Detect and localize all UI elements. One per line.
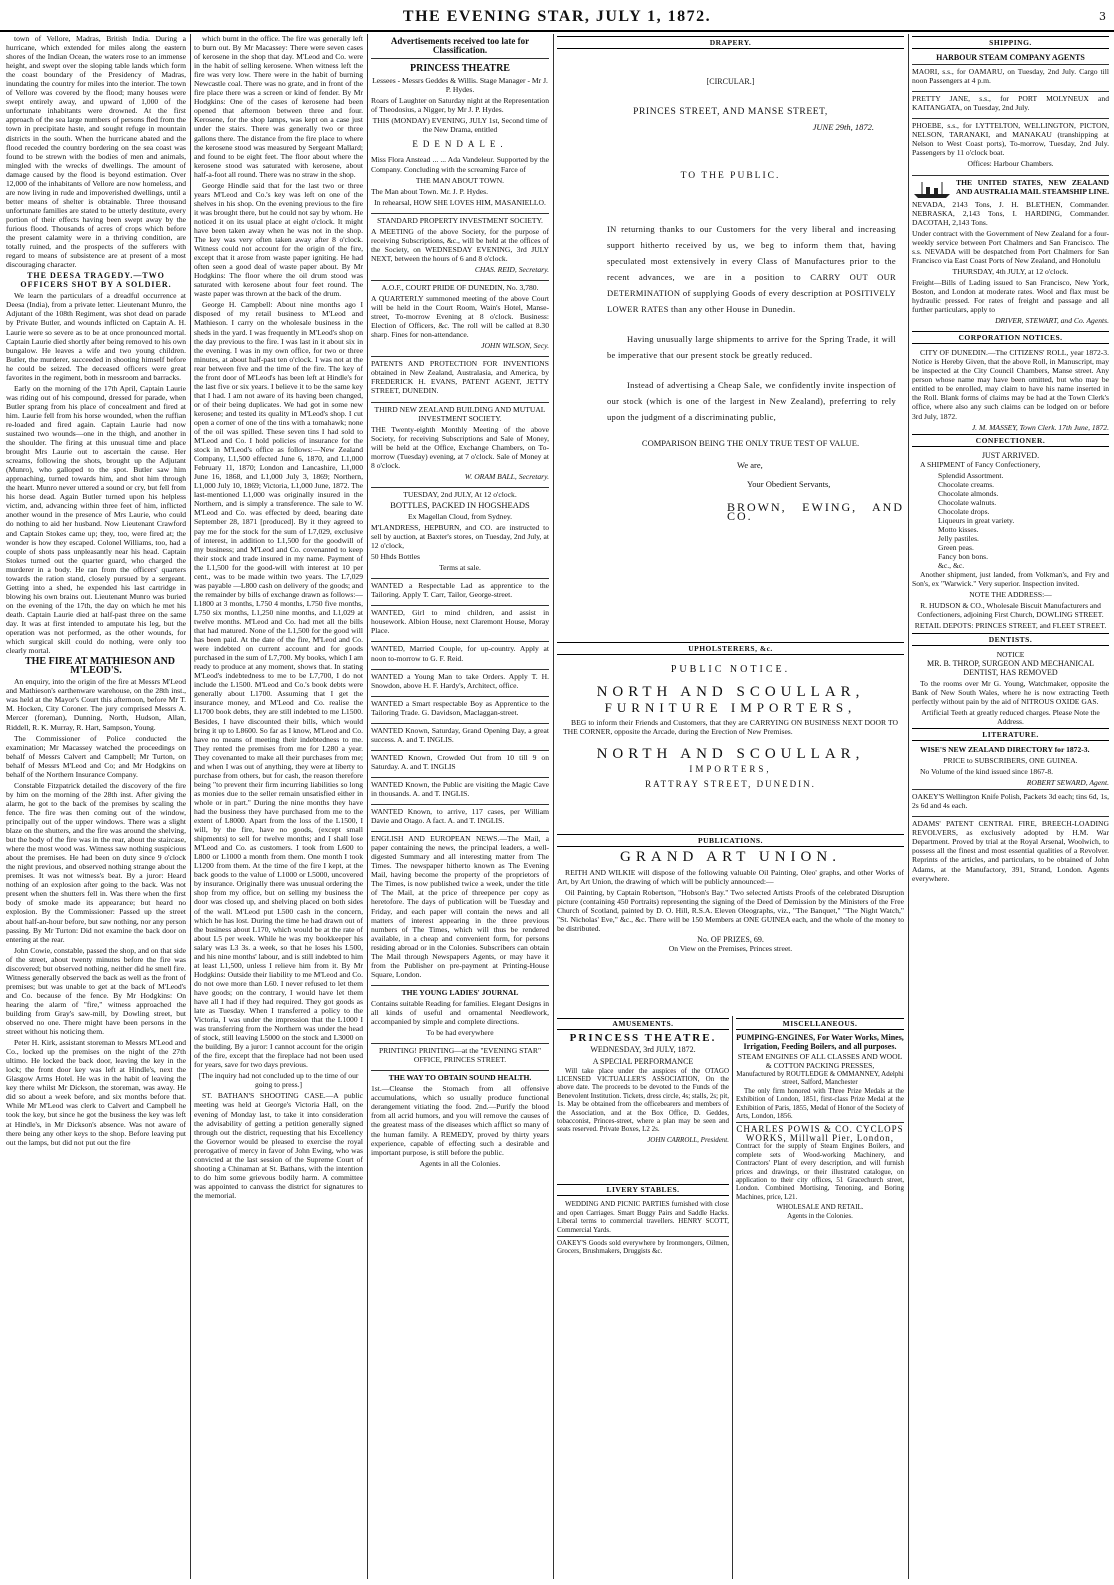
column-rule (367, 34, 368, 1579)
column-rule (908, 34, 909, 1579)
ad-wanted (371, 804, 549, 829)
article-paragraph: George H. Campbell: About nine months ago I disposed of my retail business to M'Leod and Mathieson. I carry on the wholesale business in the sheds in the yard. I was frequently in M'Leod's shop on the day previous to the fire. I was last in it about six in the evening. I was in my own office, for two or three minutes, at about half-past ten o'clock. I was not at the rear between five and the time of the fire. The key of the front door of M'Leod's has been left at Hindle's for the last five or six years. I believe it to be the same key that I had. I am not aware of its having been changed, or of their being duplicates. We had got in some new kerosene; and tested its quality in M'Leod's shop. I cut open a corner of one of the tins with a tomahawk; none of the oil was spilled. These seven tins I had sold to M'Leod and Co. I hold policies of insurance for the stock in M'Leod's office as follows:—New Zealand Company, L1,500 effected June 6, 1870, and L1,000 February 11, 1870; London and Lancashire, L1,000 June 16, 1868, and L1,000 July 3, 1869; Northern, L1,000 July 10, 1869; Victoria, L1,000 June, 1872. The last-mentioned L1,000 was originally insured in the Northern, and is simply a transference. The sale to W. M'Leod and Co. was effected by deed, bearing date September 28, 1871 [produced]. By it they agreed to pay me for the stock for the sum of L7,029, exclusive of interest, in addition to L1,500 for the goodwill of my business; and M'Leod and Co. covenanted to keep their stock and trade insured in my name. Payment of the L1,500 for the good-will with interest at 10 per cent., was to be made within two years. The L7,029 was payable —L800 cash on delivery of the goods; and the remainder by bills of exchange drawn as follows:—L1800 at 3 months, L750 4 months, L750 five months, L750 six months, L1,250 nine months, and L1,029 at twelve months. M'Leod and Co. had met all the bills that had matured. None of the L1,500 for the good will has been paid. At the date of the fire, M'Leod and Co. were indebted on current account and for goods purchased in the sum of L7,700. My books, which I am ready to produce at any moment, shows that. In stating M'Leod's indebtedness to me to be L7,700, I do not include the L1500. M'Leod and Co.'s book debts were generally about L1700. Assuming that I get the insurance money, and M'Leod and Co. realise the L1700 book debts, they are still indebted to me L1500. Besides, I have discounted their bills, which would bring it up to L8600. So far as I know, M'Leod and Co. have no means of meeting their indebtedness to me. They rented the premises from me for L280 a year. They covenanted to make all their purchases from me; and when I was out of anything, they were at liberty to purchase from others, but for cash, the reason therefore being "to prevent their firm incurring liabilities so long as monies due to the seller remain unsatisfied either in whole or in part." During the nine months they have had the business they have purchased from me to the extent of L8000. Apart from the loss of the L1500, I will, by the fire, have no goods, (except small shipments) to sell for twelve months; and I shall lose M'Leod and Co. as customers. I took from L600 to L800 or L1000 a month from them. One month I took L1200 from them. At the time of the fire I kept, at the back goods to the value of L1000 or L5000, uncovered by insurance. Originally there was unusual ordering the shop from my office, but on selling my business the door was closed up, and shelving placed on both sides of the wall. M'Leod put L500 cash in the concern, which he has lost. During the time he had drawn out of the business about L170, which would be at the rate of about L5 per week. While he was my bookkeeper his salary was L3 3s. a week, so that he loses his L500, and his nine months' labour, and is still indebted to him at least L1,500, unless I relieve him from it. By Mr Hodgkins: Outside their liability to me M'Leod and Co. do not owe more than L60. I never refused to let them have goods; on the contrary, I would have let them have all I had if they had required. They got goods as late as Tuesday. When I transferred a policy to the Victoria, I was under the impression that the L1000 I was transferring from the Northern was under the head of stock, still leaving L5000 on the stock and L3000 on the building. By a juror: I cannot account for the origin of the fire, except that the fireplace had not been used for years, save for two days previous. (194, 300, 363, 1070)
newspaper-title: THE EVENING STAR, JULY 1, 1872. (402, 8, 712, 25)
ad-health (371, 1070, 549, 1171)
upholsterers-section (557, 640, 904, 830)
drapery-salutation: TO THE PUBLIC. (680, 171, 781, 182)
section-header: CORPORATION NOTICES. (912, 331, 1109, 344)
ad-title: THIRD NEW ZEALAND BUILDING AND MUTUAL INVESTMENT SOCIETY. (374, 404, 546, 423)
ad-text: Roars of Laughter on Saturday night at the Representation of Theodosius, a Nigger, by Mr J. P. Hydes. (371, 96, 549, 115)
ad-text: WEDDING AND PICNIC PARTIES furnished with close and open Carriages. Smart Buggy Pairs and Saddle Hacks. Liberal terms to commercial travellers. HENRY SCOTT, Commercial Yards. (557, 1200, 729, 1234)
ad-signature: CHAS. REID, Secretary. (474, 264, 549, 274)
article-paragraph: Peter H. Kirk, assistant storeman to Messrs M'Leod and Co., locked up the premises on the night of the 27th ultimo. He locked the back door, leaving the key in the lock; the front door key was left at Hindle's, next the Glasgow Arms Hotel. He was in the habit of leaving the key there whilst Mr Dickson, the storeman, was away. He did so about a week before, and six months before that. While Mr M'Leod was clerk to Calvert and Campbell he took the key, but since he got the business the key was left at Hindle's, in Mr Dickson's absence. Was not aware of there being any other keys to the shop. Before leaving put out the lamps, but did not put out the fire (6, 1038, 186, 1147)
ad-text: Ex Magellan Cloud, from Sydney. (407, 511, 513, 521)
ad-title: WISE'S NEW ZEALAND DIRECTORY for 1872-3. (920, 745, 1090, 754)
ad-title: PRINCESS THEATRE. (569, 1032, 717, 1045)
drapery-close: We are, (737, 460, 763, 471)
list-item: Splendid Assortment. (938, 470, 1004, 480)
drapery-slogan: COMPARISON BEING THE ONLY TRUE TEST OF VALUE. (641, 438, 860, 449)
column-news-2 (194, 34, 363, 1579)
ad-wanted (371, 696, 549, 721)
section-header: LIVERY STABLES. (557, 1184, 729, 1196)
ad-text: Offices: Harbour Chambers. (967, 159, 1054, 169)
list-item: Chocolate drops. (938, 506, 990, 516)
list-item: Motto kisses. (938, 525, 979, 535)
ad-adams-revolvers (912, 816, 1109, 886)
ad-title: THE UNITED STATES, NEW ZEALAND AND AUSTRALIA MAIL STEAMSHIP LINE. (956, 177, 1109, 196)
ad-phoebe (912, 118, 1109, 172)
firm-address: RATTRAY STREET, DUNEDIN. (645, 779, 816, 790)
ad-text: Oil Painting, by Captain Robertson, "Hobson's Bay." Two selected Artists Proofs of the celebrated Disruption picture (containing 450 Portraits) representing the signing of the Deed of Demission by the Ministers of the Free Church of Scotland, painted by D. O. Hill, R.S.A. Eleven Oleographs, viz., "The Banquet," "The Night Watch," "St. Nicholas' Eve," &c., &c. There will be 150 Members at ONE GUINEA each, and the whole of the money to be distributed. (557, 888, 904, 934)
amusements-section (557, 1016, 729, 1180)
ad-title: EDENDALE. (412, 139, 508, 150)
ad-printing (371, 1043, 549, 1068)
ad-signature: DRIVER, STEWART, and Co. Agents. (995, 316, 1109, 326)
ad-text: PRETTY JANE, s.s., for PORT MOLYNEUX and KAITANGATA, on Tuesday, 2nd July. (912, 94, 1109, 113)
section-header: Advertisements received too late for Classification. (390, 36, 530, 56)
ad-text: PRICE to SUBSCRIBERS, ONE GUINEA. (943, 756, 1078, 766)
ad-title: STANDARD PROPERTY INVESTMENT SOCIETY. (377, 215, 543, 225)
ad-text: M'LANDRESS, HEPBURN, and CO. are instructed to sell by auction, at Baxter's stores, on Tuesday, 2nd July, at 12 o'clock, (371, 523, 549, 551)
ad-text: A QUARTERLY summoned meeting of the above Court will be held in the Court Room, Wain's Hotel, Manse-street, To-morrow Evening at 8 o'clock. Business: Election of Officers, &c. The roll will be called at 8.30 sharp. Fines for non-attendance. (371, 294, 549, 340)
drapery-address: PRINCES STREET, AND MANSE STREET, (633, 107, 828, 118)
ad-text: Another shipment, just landed, from Volkman's, and Fry and Son's, ex "Warwick." Very superior. Inspection invited. (912, 570, 1109, 589)
column-late-ads (371, 34, 549, 1579)
ad-text: PATENTS AND PROTECTION FOR INVENTIONS obtained in New Zealand, Australasia, and America, by FREDERICK H. EVANS, PATENT AGENT, JETTY STREET, DUNEDIN. (371, 359, 549, 396)
ad-title: CHARLES POWIS & CO. CYCLOPS WORKS, Millwall Pier, London, (736, 1124, 904, 1143)
article-paragraph: George Hindle said that for the last two or three years M'Leod and Co.'s key was left on one of the shelves in his shop. On the evening previous to the fire it was brought there, but he could not say by whom. He noticed it on its usual place at eight o'clock. It might have been taken away when he was not in the shop. The key was very often taken away after 8 o'clock. Witness could not account for the origin of the fire, except that it arose from waste paper igniting. He had often seen a good deal of waste paper about. By Mr Hodgkins: The floor where the oil drum stood was saturated with kerosene about four feet round. The waste paper was thrown at the back of the drum. (194, 180, 363, 299)
article-paragraph: Early on the morning of the 17th April, Captain Laurie was riding out of his compound, dressed for parade, when Butler sprang from his place of concealment and fired at him. Laurie fell from his horse wounded, when the ruffian re-loaded and fired again. Captain Laurie had now sustained two wounds—one in the thigh, and another in the shoulder. The firing at this unusual time and place brought Mrs Laurie out to ascertain the cause. Her screams, following the shots, brought up the Adjutant (Munro), who galloped to the spot. Butler saw him approaching, turned towards him, and shot him through the heart. Munro never uttered a sound or cry, but fell from his horse dead. Again Butler turned upon his helpless victim, and, advancing within three feet of him, inflicted another wound in the presence of Mrs Laurie, who could do nothing to aid her husband. Now Lieutenant Crawford and Captain Stokes came up; they, too, were fired at; the wonder is how they escaped. Colonel Williams, too, had a couple of shots pass unpleasantly near his head. Captain Stokes turned out the quarter guard, who charged the murderer in a body. He ran from the officers' quarters towards the ration stand, closely pursued by a sergeant. Getting into a shed, he expended his last cartridge in blowing his own brains out. Lieutenant Munro was buried on the evening of the 17th, the day on which he met his death. Captain Laurie died at half-past three on the same day. It was at first intended to amputate his leg, but the operation was not performed, as the other wounds, for which surgical skill could do nothing, were only too clearly mortal. (6, 383, 186, 656)
ad-text: RETAIL DEPOTS: PRINCES STREET, and FLEET STREET. (914, 621, 1107, 631)
ad-signature: J. M. MASSEY, Town Clerk. 17th June, 1872. (971, 422, 1109, 432)
list-item: Jelly pastiles. (938, 534, 979, 544)
ad-wanted (371, 605, 549, 639)
ad-young-ladies-journal (371, 985, 549, 1041)
ad-text: A SHIPMENT of Fancy Confectionery, (920, 459, 1041, 469)
section-header: CONFECTIONER. (912, 434, 1109, 447)
ad-text: WHOLESALE AND RETAIL. (776, 1203, 864, 1212)
ad-title: MR. B. THROP, SURGEON AND MECHANICAL DENTIST, HAS REMOVED (927, 658, 1094, 677)
section-header: DRAPERY. (557, 36, 904, 49)
publications-section (557, 832, 904, 1014)
ad-wanted (371, 641, 549, 666)
drapery-close: Your Obedient Servants, (747, 479, 831, 490)
ad-text: Miss Flora Anstead ... ... Ada Vandeleur. Supported by the Company. Concluding with the screaming Farce of (371, 155, 549, 174)
ad-text: Manufactured by ROUTLEDGE & OMMANNEY, Adelphi street, Salford, Manchester (736, 1070, 904, 1087)
list-item: Chocolate walnuts. (938, 497, 997, 507)
ad-text: No. OF PRIZES, 69. (697, 935, 764, 945)
ad-title: A.O.F., COURT PRIDE OF DUNEDIN, No. 3,780. (381, 282, 539, 292)
firm-name: NORTH AND SCOULLAR, (596, 684, 865, 701)
ad-text: CITY OF DUNEDIN.—The CITIZENS' ROLL, year 1872-3. Notice is Hereby Given, that the above Roll, in Manuscript, may be inspected at the City Council Chambers, Manse street. Any person whose name may have been omitted, but who may be entitled to be enrolled, may claim to have his name inserted in the Roll. Blank forms of claims may be had at the Town Clerk's office, where also any such claims can be lodged on or before 3rd July, 1872. (912, 348, 1109, 421)
ad-text: R. HUDSON & CO., Wholesale Biscuit Manufacturers and Confectioners, adjoining First Church, DOWLING STREET. (917, 601, 1104, 620)
ad-text: Lessees - Messrs Geddes & Willis. Stage Manager - Mr J. P. Hydes. (372, 76, 548, 95)
page-number: 3 (1099, 10, 1106, 23)
ad-text: Agents in all the Colonies. (419, 1158, 501, 1168)
ad-title: HARBOUR STEAM COMPANY AGENTS (936, 53, 1085, 63)
list-item: &c., &c. (938, 561, 965, 571)
ad-text: To be had everywhere (426, 1028, 494, 1038)
ad-bottles-sale (371, 487, 549, 576)
ad-standard-society (371, 213, 549, 278)
ad-text: WANTED, Girl to mind children, and assist in housework. Albion House, next Claremont House, Moray Place. (371, 608, 549, 636)
list-item: Fancy bon bons. (938, 552, 988, 562)
article-headline: THE FIRE AT MATHIESON AND M'LEOD'S. (24, 656, 176, 677)
ad-text: NEVADA, 2143 Tons, J. H. BLETHEN, Commander. NEBRASKA, 2,143 Tons, I. HARDING, Commander. DACOTAH, 2,143 Tons. (912, 199, 1109, 227)
section-header: DENTISTS. (912, 633, 1109, 646)
ad-mail-steamship (912, 175, 1109, 330)
ad-text: OAKEY'S Goods sold everywhere by Ironmongers, Oilmen, Grocers, Brushmakers, Druggists &c. (557, 1239, 729, 1256)
ad-wanted (371, 669, 549, 694)
article-paragraph: We learn the particulars of a dreadful occurrence at Deesa (India), from a private letter. Lieutenant Munro, the Adjutant of the 108th Regiment, was shot dead on parade by Private Butler, and wounds inflicted on Captain A. H. Laurie were so severe as to be at once pronounced mortal. Captain Laurie died shortly after being removed to his own bungalow. He leaves a wife and two young children. Butler, the murderer, succeeded in shooting himself before he could be seized. The deceased officers were great favorites in the regiment, both in messroom and barracks. (6, 291, 186, 382)
column-shipping (912, 34, 1109, 1579)
ad-text: A MEETING of the above Society, for the purpose of receiving Subscriptions, &c., will be held at the offices of the Society, on WEDNESDAY EVENING, 3rd JULY NEXT, between the hours of 6 and 8 o'clock. (371, 226, 549, 263)
ad-text: THURSDAY, 4th JULY, at 12 o'clock. (952, 266, 1069, 276)
article-paragraph: town of Vellore, Madras, British India. During a hurricane, which extended for miles along the eastern shores of the Indian Ocean, the waters rose to an immense height, and swept over the sloping table lands which form the coast boundary of the Presidency of Madras, inundating the country for miles into the interior. The town of Vellore was covered by the flood; many houses were swept entirely away, and upward of 1,000 of the unfortunate inhabitants were drowned. At the first approach of the sea large numbers of persons fled from the town in precipitate haste, and sought refuge in mountain districts in the south. When the hurricane abated and the flood receded the country bordering on the sea coast was found to be strewn with the bodies of men and animals, mingled with the wrecks of dwellings. The amount of damage caused by the flood is beyond estimation. Over 12,000 of the inhabitants of Vellore are now homeless, and are now living in rude and impoverished dwellings, until a better means of shelter is obtainable. Three thousand unfortunate families are stated to be utterly destitute, every portion of their effects having been swept away by the furious flood. Thousands of acres of crops which before the present calamity were in a thriving condition, are totally ruined, and the prospects of the sufferers with regard to means of subsistence are at present of a most discouraging character. (6, 34, 186, 270)
ad-text: TUESDAY, 2nd JULY, At 12 o'clock. (403, 489, 517, 499)
ad-wanted (371, 578, 549, 603)
ad-oakey-goods (557, 1236, 729, 1260)
ad-oakey-knife-polish (912, 789, 1109, 814)
ad-text: WANTED a Respectable Lad as apprentice to the Tailoring. Apply T. Carr, Tailor, George-street. (371, 581, 549, 600)
ad-signature: JOHN CARROLL, President. (647, 1135, 729, 1144)
column-rule (732, 1016, 733, 1579)
list-item: Green peas. (938, 543, 974, 553)
article-paragraph: John Cowie, constable, passed the shop, and on that side of the street, about twenty minutes before the fire was discovered; but observed nothing, neither did he smell fire. Witness generally observed the back as well as the front of premises; but was unable to get at the back of M'Leod's and Co. because of the fence. By Mr Hodgkins: On hearing the alarm of "fire," witness approached the building from Gray's saw-mill, by Dowling street, but observed no one. There might have been persons in the street without his noticing them. (6, 945, 186, 1037)
ad-wanted (371, 750, 549, 775)
miscellaneous-section (736, 1016, 904, 1576)
ad-title: BOTTLES, PACKED IN HOGSHEADS (390, 499, 530, 510)
list-item: Chocolate creams. (938, 479, 995, 489)
ad-text: BEG to inform their Friends and Customers, that they are CARRYING ON BUSINESS NEXT DOOR TO THE CORNER, opposite the Arcade, during the Erection of New Premises. (563, 718, 898, 737)
ad-text: ADAMS' PATENT CENTRAL FIRE, BREECH-LOADING REVOLVERS, as exclusively adopted by H.M. War Department. Proved by trial at the Royal Arsenal, Woolwich, to possess all the finest and most essential qualities of a Revolver. Reprints of the articles, and particulars, to be obtained of John Adams, at the Manufactory, 391, Strand, London. Agents everywhere. (912, 819, 1109, 883)
ad-pretty-jane (912, 91, 1109, 116)
column-news-1 (6, 34, 186, 1579)
section-header: LITERATURE. (912, 728, 1109, 741)
ad-title: PUMPING-ENGINES, For Water Works, Mines, Irrigation, Feeding Boilers, and all purposes. (736, 1033, 904, 1051)
article-paragraph: An enquiry, into the origin of the fire at Messrs M'Leod and Mathieson's earthenware warehouse, on the 28th inst., was held at the Mayor's Court this afternoon, before Mr T. M. Hocken, City Coroner. The jury comprised Messrs A. Mercer (foreman), Dunning, North, Hudson, Allan, Riddell, R. K. Murray, R. Hart, Sampson, Young. (6, 677, 186, 732)
ad-title: JUST ARRIVED. (981, 450, 1040, 460)
ad-signature: ROBERT SEWARD, Agent. (1026, 778, 1109, 788)
ad-aof-court (371, 280, 549, 354)
ad-text: WANTED a Smart respectable Boy as Apprentice to the Tailoring Trade. G. Davidson, Maclaggan-street. (371, 698, 549, 717)
livery-section (557, 1182, 729, 1576)
ad-english-news (371, 831, 549, 983)
list-item: Chocolate almonds. (938, 488, 999, 498)
ad-princess-theatre (371, 58, 549, 211)
ad-text: In rehearsal, HOW SHE LOVES HIM, MASANIELLO. (374, 197, 546, 207)
ad-text: PRINTING! PRINTING—at the "EVENING STAR" OFFICE, PRINCES STREET. (378, 1046, 542, 1065)
firm-trade: IMPORTERS, (689, 764, 772, 775)
ad-text: Artificial Teeth at greatly reduced charges. Please Note the Address. (921, 707, 1100, 726)
article-note: [The inquiry had not concluded up to the time of our going to press.] (198, 1071, 359, 1090)
column-rule (553, 34, 554, 1579)
drapery-section (557, 34, 904, 634)
ad-text: STEAM ENGINES OF ALL CLASSES AND WOOL & COTTON PACKING PRESSES, (737, 1052, 903, 1070)
ad-signature: JOHN WILSON, Secy. (481, 341, 549, 351)
ad-text: Contract for the supply of Steam Engines Boilers, and complete sets of Wood-working Machinery, and Contractors' Plant of every description, and will furnish prices and drawings, or their illustrated catalogue, on application to their city offices, 51 Gracechurch street, London. Combined Mortising, Tenoning, and Boring Machines, price, L21. (736, 1142, 904, 1201)
ad-title: THE WAY TO OBTAIN SOUND HEALTH. (388, 1073, 532, 1083)
article-paragraph: Constable Fitzpatrick detailed the discovery of the fire by him on the morning of the 28th inst. After giving the alarm, he got to the back of the premises by scaling the fence. The fire was then coming out of the window, principally out of the upper windows. There was a slight blaze on the shutters, and the fire was around the shelving, but the body of the fire was in the rear, about the staircase, where the most wood was. Witness saw nothing suspicious about the premises. He had been on duty since 9 o'clock the night previous, and observed nothing strange about the premises. It was not witness's beat. By a juror: Heard nothing of an explosion after going to the back. Was not present when the shutters fell in. Was there when the first body of smoke made its appearance; but heard no explosion. By the Commissioner: Passed up the street about half-an-hour before, but saw nothing, nor any person passing. By Mr Turton: Did not examine the back door on entering at the rear. (6, 780, 186, 944)
ad-text: MAORI, s.s., for OAMARU, on Tuesday, 2nd July. Cargo till noon Passengers at 4 p.m. (912, 67, 1109, 86)
ad-text: WANTED, Married Couple, for up-country. Apply at noon to-morrow to G. F. Reid. (371, 644, 549, 663)
ad-text: WANTED Known, Saturday, Grand Opening Day, a great success. A. and T. INGLIS. (371, 725, 549, 744)
ad-text: Will take place under the auspices of the OTAGO LICENSED VICTUALLER'S ASSOCIATION, On the above date. The proceeds to be devoted to the Funds of the Benevolent Institution. Tickets, dress circle, 4s; stalls, 2s; pit, 1s. May be obtained from the officebearers and members of the Association, and at the Box Office, D. Geddes, tobacconist, Princes-street, where a plan may be seen and seats reserved. Private Boxes, L2 2s. (557, 1066, 729, 1134)
ad-text: REITH AND WILKIE will dispose of the following valuable Oil Painting, Oleo' graphs, and other Works of Art, by Art Union, the drawing of which will be publicly announced:— (557, 868, 904, 887)
firm-name: NORTH AND SCOULLAR, (596, 746, 865, 763)
ad-charles-powis (736, 1122, 904, 1221)
ad-patents (371, 356, 549, 399)
section-header: MISCELLANEOUS. (736, 1018, 904, 1030)
section-header: AMUSEMENTS. (557, 1018, 729, 1030)
drapery-paragraph: Having unusually large shipments to arrive for the Spring Trade, it will be imperative that our present stock be greatly reduced. (607, 334, 896, 361)
ad-third-society (371, 402, 549, 485)
section-header: SHIPPING. (912, 36, 1109, 49)
ad-text: WANTED Known, to arrive, 117 cases, per William Davie and Otago. A fact. A. and T. INGLIS. (371, 807, 549, 826)
article-paragraph: ST. BATHAN'S SHOOTING CASE.—A public meeting was held at George's Victoria Hall, on the evening of Monday last, to take it into consideration the advisability of getting a petition generally signed through out the district, requesting that his Excellency the Governor would be pleased to exercise the royal prerogative of mercy in favor of John Ewing, who was convicted at the last session of the Supreme Court of shooting a Chinaman at St. Bathans, with the intention to do him some grievous bodily harm. A committee was appointed to canvass the district for signatures to the memorial. (194, 1091, 363, 1200)
steamship-icon (912, 180, 952, 200)
ad-text: The Man about Town. Mr. J. P. Hydes. (371, 186, 489, 196)
article-paragraph: The Commissioner of Police conducted the examination; Mr Macassey watched the proceedings on behalf of Messrs Calvert and Campbell; Mr Turton, on behalf of Messrs M'Leod and Co; and Mr Hodgkins on behalf of the Northern Insurance Company. (6, 733, 186, 779)
ad-text: On View on the Premises, Princes street. (668, 944, 793, 954)
ad-text: OAKEY'S Wellington Knife Polish, Packets 3d each; tins 6d, 1s, 2s 6d and 4s each. (912, 792, 1109, 811)
ad-text: 50 Hhds Bottles (371, 552, 420, 562)
drapery-signature: BROWN, EWING, AND CO. (727, 500, 904, 524)
ad-text: WANTED a Young Man to take Orders. Apply T. H. Snowdon, above H. F. Hardy's, Architect, office. (371, 671, 549, 690)
section-header: UPHOLSTERERS, &c. (557, 642, 904, 655)
section-header: PUBLICATIONS. (557, 834, 904, 847)
masthead (0, 0, 1114, 32)
ad-text: THE MAN ABOUT TOWN. (415, 175, 505, 185)
drapery-date: JUNE 29th, 1872. (812, 122, 874, 133)
ad-text: WANTED Known, Crowded Out from 10 till 9 on Saturday. A. and T. INGLIS (371, 752, 549, 771)
ad-text: PHOEBE, s.s., for LYTTELTON, WELLINGTON, PICTON, NELSON, TARANAKI, and MANAKAU (transhipping at Nelson to West Coast ports), To-morrow, Tuesday, 2nd July. Passengers by 11 o'clock boat. (912, 121, 1109, 158)
article-headline: THE DEESA TRAGEDY.—TWO OFFICERS SHOT BY A SOLDIER. (20, 271, 172, 290)
ad-text: ENGLISH AND EUROPEAN NEWS.—The Mail, a paper containing the news, the principal leaders, a well-digested Summary and all interesting matter from The Times. The newspaper hitherto known as The Evening Mail, having become the property of the proprietors of The Times, is now published twice a week, under the title of The Mail, at the price of threepence per copy as heretofore. The days of publication will be Tuesday and Friday, and each paper will contain the news and all matters of interest appearing in the three previous numbers of The Times, which will thus be rendered available, in a cheap and convenient form, for persons residing abroad or in the Colonies. Subscribers can obtain The Mail through Newspapers Agents, or may have it from the Publisher on pre-payment at Printing-House Square, London. (371, 834, 549, 979)
drapery-paragraph: IN returning thanks to our Customers for the very liberal and increasing support hitherto received by us, we beg to inform them that, having speculated most extensively in every Class of Manufactures prior to the recent advances, we are in a position to CARRY OUT OUR DETERMINATION of supplying Goods of every description at POSITIVELY LOWER RATES than any other House in Dunedin. (607, 224, 896, 315)
ad-wanted (371, 777, 549, 802)
ad-wanted (371, 723, 549, 748)
ad-text: Under contract with the Government of New Zealand for a four-weekly service between Port Chalmers and San Francisco. The s.s. NEVADA will be despatched from Port Chalmers for San Francisco via East Coast Ports of New Zealand, and Honolulu (912, 228, 1109, 265)
ad-text: WEDNESDAY, 3rd JULY, 1872. (590, 1044, 696, 1054)
ad-text: THE Twenty-eighth Monthly Meeting of the above Society, for receiving Subscriptions and Sale of Money, will be held at the Office, Exchange Chambers, on To-morrow (Tuesday) evening, at 7 o'clock. Sale of Money at 8 o'clock. (371, 424, 549, 470)
ad-text: Freight—Bills of Lading issued to San Francisco, New York, Boston, and London at moderate rates. Wool and flax must be hydraulic pressed. For rates of freight and passage and all further particulars, apply to (912, 277, 1109, 315)
column-rule (190, 34, 191, 1579)
ad-text: A SPECIAL PERFORMANCE (592, 1057, 694, 1067)
article-paragraph: which burnt in the office. The fire was generally left to burn out. By Mr Macassey: There were seven cases of kerosene in the shop that day. M'Leod and Co. were in the habit of selling kerosene. When witness left the fire was very low. There were in the habit of burning Newcastle coal. There was no grate, and in front of the fire place there was a screen or kind of fender. By Mr Hodgkins: One of the cases of kerosene had been opened that afternoon between three and four. Kerosene, for the shop lamps, was kept on a case just under the stairs. There was generally two or three gallons there. The distance from the fire place to where the kerosene stood was measured by Sergeant Mallard; and found to be eight feet. The floor about where the kerosene stood was saturated with kerosene, about half-a-foot all round. There was no straw in the shop. (194, 34, 363, 179)
ad-text: Terms at sale. (439, 563, 481, 573)
art-union-title: GRAND ART UNION. (620, 849, 841, 866)
ad-text: The only firm honored with Three Prize Medals at the Exhibition of London, 1851, first-class Prize Medal at the Exhibition of Paris, 1855, Medal of Honor of the Society of Arts, London, 1856. (736, 1086, 904, 1121)
firm-trade: FURNITURE IMPORTERS, (604, 700, 857, 716)
circular-label: [CIRCULAR.] (706, 77, 755, 87)
ad-text: Contains suitable Reading for families. Elegant Designs in all kinds of useful and ornamental Needlework, accompanied by simple and complete directions. (371, 998, 549, 1027)
ad-text: NOTICE (996, 649, 1025, 659)
ad-text: NOTE THE ADDRESS:— (969, 590, 1052, 600)
public-notice: PUBLIC NOTICE. (670, 664, 791, 676)
ad-maori (912, 64, 1109, 89)
ad-text: No Volume of the kind issued since 1867-8. (920, 767, 1054, 777)
ad-text: 1st.—Cleanse the Stomach from all offensive accumulations, which so usually produce functional derangement vitiating the food. 2nd.—Purify the blood from all acrid humors, and you will remove the causes of the greatest mass of the diseases which afflict so many of the human family. A REMEDY, proved by thirty years experience, capable of effecting such a desirable and important purpose, is still before the public. (371, 1084, 549, 1157)
ad-text: Agents in the Colonies. (787, 1211, 853, 1220)
ad-title: PRINCESS THEATRE (410, 63, 510, 75)
ad-signature: W. ORAM BALL, Secretary. (464, 471, 549, 481)
sweets-list (912, 471, 1109, 571)
ad-text: WANTED Known, the Public are visiting the Magic Cave in thousands. A. and T. INGLIS. (371, 779, 549, 798)
list-item: Liqueurs in great variety. (938, 515, 1015, 525)
drapery-paragraph: Instead of advertising a Cheap Sale, we confidently invite inspection of our stock (which is one of the largest in New Zealand), preferring to rely upon the judgment of a discriminating public, (607, 380, 896, 423)
ad-text: To the rooms over Mr G. Young, Watchmaker, opposite the Bank of New South Wales, where he is now extracting Teeth perfectly without pain by the aid of NITROUS OXIDE GAS. (912, 678, 1109, 706)
ad-title: THE YOUNG LADIES' JOURNAL (401, 987, 519, 997)
ad-text: THIS (MONDAY) EVENING, JULY 1st, Second time of the New Drama, entitled (372, 116, 548, 135)
